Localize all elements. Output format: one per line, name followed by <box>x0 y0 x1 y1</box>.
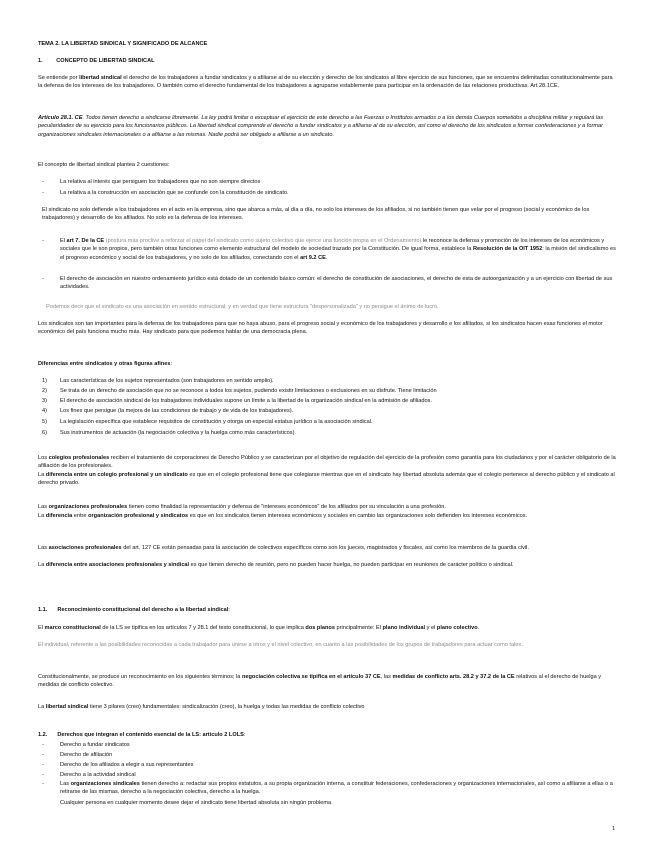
grey-text: (postura más proclive a reforzar el papel del sindicato como sujeto colectivo que ejerce una función propia en el Ordenamiento) <box>104 238 422 244</box>
list-item: La legislación específica que establece requisitos de constitución y otorga un especial estatus jurídico a la asociación sindical. <box>60 419 373 425</box>
text: Constitucionalmente, se produce un reconocimiento en los siguientes términos; la <box>38 674 242 680</box>
list-dash: - <box>42 190 44 196</box>
paragraph-planos: El individual, referente a las posibilidades reconocidas a cada trabajador para unirse a otros y el nivel colectivo, en cuanto a las posibilidades de los grupos de trabajadores para actuar como tales. <box>38 642 523 648</box>
text: La <box>38 472 46 478</box>
text: de la LS se tipifica en los artículos 7 y 28.1 del texto constitucional, lo que implica <box>100 625 306 631</box>
text: del art. 127 CE están pensadas para la asociación de colectivos específicos como son los jueces, magistrados y fiscales, así como los miembros de la guardia civil. <box>121 545 529 551</box>
bold-term: libertad sindical <box>45 704 89 710</box>
text: La <box>38 704 46 710</box>
text: : <box>170 361 172 367</box>
bold-term: colegios profesionales <box>48 455 110 461</box>
text: tienen derecho a: redactar sus propios estatutos, a su propia organización interna, a constituir federaciones, confederaciones y organizaciones internacionales, así como a afiliarse a ellas o a retirarse de las mismas, derecho a la negociación colectiva, derecho a la huelga. <box>60 781 613 796</box>
text: , las <box>380 674 393 680</box>
bold-term: organizaciones profesionales <box>48 504 128 510</box>
list-item: Los fines que persigue (la mejora de las condiciones de trabajo y de vida de los trabajadores). <box>60 408 294 414</box>
list-item: El derecho de asociación en nuestro ordenamiento jurídico está dotado de un contenido básico común: el derecho de constitución de asociaciones, el derecho de esta de autoorganización y a un ejercicio con libertad de sus actividades. <box>60 276 613 291</box>
list-item: Derecho a fundar sindicatos <box>60 742 130 748</box>
list-dash: - <box>42 179 44 185</box>
text: . <box>477 625 480 631</box>
text: entre <box>72 513 89 519</box>
text: La <box>38 513 46 519</box>
list-item: Derecho de los afiliados a elegir a sus representantes <box>60 762 194 768</box>
list-item-continuation: Cualquier persona en cualquier momento desee dejar el sindicato tiene libertad absoluta sin ningún problema <box>60 800 332 806</box>
bold-term: Artículo 28.1. CE <box>38 115 83 121</box>
text: es que en el colegio profesional tiene que colegiarse mientras que en el sindicato hay libertad absoluta además que el colegio pertenece al derecho público y el sindicato al derecho privado. <box>38 472 615 487</box>
section-1-1-heading <box>38 606 618 614</box>
text: principalmente: El <box>334 625 383 631</box>
italic-text: . Todos tienen derecho a sindicarse libremente. La ley podrá limitar o exceptuar el ejercicio de este derecho a las Fuerzas o Institutos armados o a los demás Cuerpos sometidos a disciplina militar y regulará las peculiaridades de su ejercicio para los funcionarios públicos. La libertad sindical comprende el derecho a fundar sindicatos y a afiliarse al de su elección, así como el derecho de los sindicatos a formar confederaciones y a formar organizaciones sindicales internacionales o a afiliarse a las mismas. Nadie podrá ser obligado a afiliarse a un sindicato. <box>38 115 604 138</box>
bold-term: marco constitucional <box>44 625 101 631</box>
bold-term: art 7. De la CE <box>66 238 105 244</box>
text: le reconoce la defensa y promoción de los intereses de los económicos y sociales que le son propios, pero también otras funciones como elemento estructural del modelo de sociedad trazado por la Constitución. De igual forma, establece la <box>60 238 605 253</box>
document-title: TEMA 2. LA LIBERTAD SINDICAL Y SIGNIFICADO DE ALCANCE <box>38 41 208 47</box>
text: reciben el tratamiento de corporaciones de Derecho Público y se caracterizan por el objetivo de regulación del ejercicio de la profesión como garantía para los ciudadanos y por el carácter obligatorio de la afiliación de los profesionales. <box>38 455 616 470</box>
bold-term: diferencia <box>45 513 73 519</box>
text: es que tienen derecho de reunión, pero no pueden hacer huelga, no pueden participar en reuniones de carácter político o sindical. <box>189 562 514 568</box>
section-title: Derechos que integran el contenido esencial de la LS: artículo 2 LOLS <box>57 732 244 738</box>
text: es que en los sindicatos tienen intereses económicos y sociales en cambio las organizaciones solo defienden los intereses económicos. <box>188 513 528 519</box>
section-title: Reconocimiento constitucional del derecho a la libertad sindical <box>57 607 229 613</box>
text: Las <box>60 781 71 787</box>
bold-term: art 9.2 CE <box>300 254 326 261</box>
bold-term: negociación colectiva se tipifica en el artículo 37 CE <box>241 674 381 680</box>
paragraph-marco <box>38 624 618 632</box>
list-number: 5) <box>42 419 47 425</box>
section-number: 1. <box>38 58 43 64</box>
list-item: Las características de los sujetos representados (son trabajadores en sentido amplio). <box>60 378 274 384</box>
text: Se entiende por <box>38 75 80 81</box>
text: Las <box>38 504 49 510</box>
text: Los <box>38 455 49 461</box>
bold-term: plano colectivo <box>436 625 478 631</box>
text: El <box>60 238 67 244</box>
bold-term: organización profesional y sindicatos <box>88 513 189 519</box>
list-item: Derecho de afiliación <box>60 752 113 758</box>
paragraph-colegios <box>38 454 618 471</box>
paragraph-sindicato-role: El sindicato no solo defiende a los trabajadores en el acto en la empresa, sino que abarca a más, al día a día, no solo los intereses de los afiliados, si no también tienen que velar por el progreso (social y económico de los trabajadores) y desarrollo de los afiliados. No solo es la defensa de los intereses. <box>42 207 590 222</box>
text: el derecho de los trabajadores a fundar sindicatos y a afiliarse al de su elección y derecho de los sindicatos al libre ejercicio de sus funciones, que se encuentra delimitadas constitucionalmente para la defensa de los intereses de los trabajadores. O también como el derecho fundamental de los trabajadores a agruparse establemente para participar en la ordenación de las relaciones productivas. Art 28.1CE. <box>38 75 613 90</box>
list-item: Sus instrumentos de actuación (la negociación colectiva y la huelga como más característicos). <box>60 430 296 436</box>
bold-term: libertad sindical <box>79 75 122 81</box>
list-item-art7 <box>60 237 620 262</box>
bold-term: Diferencias entre sindicatos y otras figuras afines <box>38 361 171 367</box>
text: y el <box>425 625 437 631</box>
paragraph-colegios-diff <box>38 471 618 488</box>
text: relativos al el derecho de huelga y medidas de conflicto colectivo. <box>38 674 602 689</box>
text: . <box>325 254 328 261</box>
bold-term: plano individual <box>382 625 426 631</box>
bold-term: medidas de conflicto arts. 28.2 y 37.2 de la CE <box>392 674 515 680</box>
bold-term: dos planos <box>305 625 335 631</box>
section-1-2-heading <box>38 731 618 739</box>
paragraph-importance: Los sindicatos son tan importantes para la defensa de los trabajadores para que no haya abuso, para el progreso social y económico de los trabajadores y desarrollo e los afiliados, si los sindicatos hacen esas funciones el motor económico del país funciona mucho más. Hay sindicato para que podemos hablar de una democracia plena. <box>38 321 603 336</box>
text: : <box>228 607 230 613</box>
list-dash: - <box>42 276 44 282</box>
text: Las <box>38 545 49 551</box>
section-number: 1.1. <box>38 607 48 613</box>
list-dash: - <box>42 742 44 748</box>
list-number: 3) <box>42 398 47 404</box>
paragraph-organizaciones <box>38 503 618 511</box>
paragraph-asociaciones <box>38 544 618 552</box>
text: El <box>38 625 45 631</box>
text: : <box>243 732 246 738</box>
list-item-organizaciones <box>60 780 620 797</box>
paragraph-definition <box>38 74 618 91</box>
bold-term: asociaciones profesionales <box>48 545 122 551</box>
list-item: La relativa a la construcción en asociación que se confunde con la constitución de sindicato. <box>60 190 289 196</box>
section-title: CONCEPTO DE LIBERTAD SINDICAL <box>56 58 155 64</box>
paragraph-grey-note: Podemos decir que el sindicato es una asociación en sentido estructural; y en verdad que tiene estructura "despersonalizada" y no persigue el ánimo de lucro. <box>46 304 439 310</box>
paragraph-questions-intro: El concepto de libertad sindical plantea 2 cuestiones: <box>38 162 170 168</box>
paragraph-article-28 <box>38 114 618 139</box>
page-number: 1 <box>612 826 616 832</box>
paragraph-pilares <box>38 703 618 711</box>
bold-term: diferencia entre un colegio profesional y un sindicato <box>45 472 188 478</box>
list-dash: - <box>42 781 44 787</box>
differences-heading <box>38 360 618 368</box>
list-number: 6) <box>42 430 47 436</box>
list-item: Derecho a la actividad sindical <box>60 772 136 778</box>
list-item: La relativa al interés que persiguen los trabajadores que no son siempre directos <box>60 179 261 185</box>
paragraph-asociaciones-diff <box>38 561 618 569</box>
bold-term: Resolución de la OIT 1952 <box>472 246 543 253</box>
list-dash: - <box>42 752 44 758</box>
list-number: 4) <box>42 408 47 414</box>
section-1-heading <box>38 57 618 65</box>
text: tiene 3 pilares (creo) fundamentales: sindicalización (creo), la huelga y todas las medidas de conflicto colectivo <box>88 704 365 710</box>
paragraph-constitucional <box>38 673 618 690</box>
list-dash: - <box>42 238 44 244</box>
bold-term: organizaciones sindicales <box>70 781 140 787</box>
list-dash: - <box>42 772 44 778</box>
list-dash: - <box>42 762 44 768</box>
list-item: Se trata de un derecho de asociación que no se reconoce a todos los sujetos, pudiendo existir limitaciones o exclusiones en su disfrute. Tiene limitación <box>60 388 437 394</box>
text: La <box>38 562 46 568</box>
list-number: 1) <box>42 378 47 384</box>
section-number: 1.2. <box>38 732 48 738</box>
paragraph-organizaciones-diff <box>38 512 618 520</box>
bold-term: diferencia entre asociaciones profesionales y sindical <box>45 562 190 568</box>
list-item: El derecho de asociación sindical de los trabajadores individuales supone un límite a la libertad de la organización sindical en la admisión de afiliados. <box>60 398 432 404</box>
list-number: 2) <box>42 388 47 394</box>
text: tienen como finalidad la representación y defensa de "intereses económicos" de los afiliados por su vinculación a una profesión. <box>127 504 446 510</box>
text: : la misión del sindicalismo es el progreso económico y social de los trabajadores, y no solo de los afiliados, conectando con el <box>60 246 616 261</box>
